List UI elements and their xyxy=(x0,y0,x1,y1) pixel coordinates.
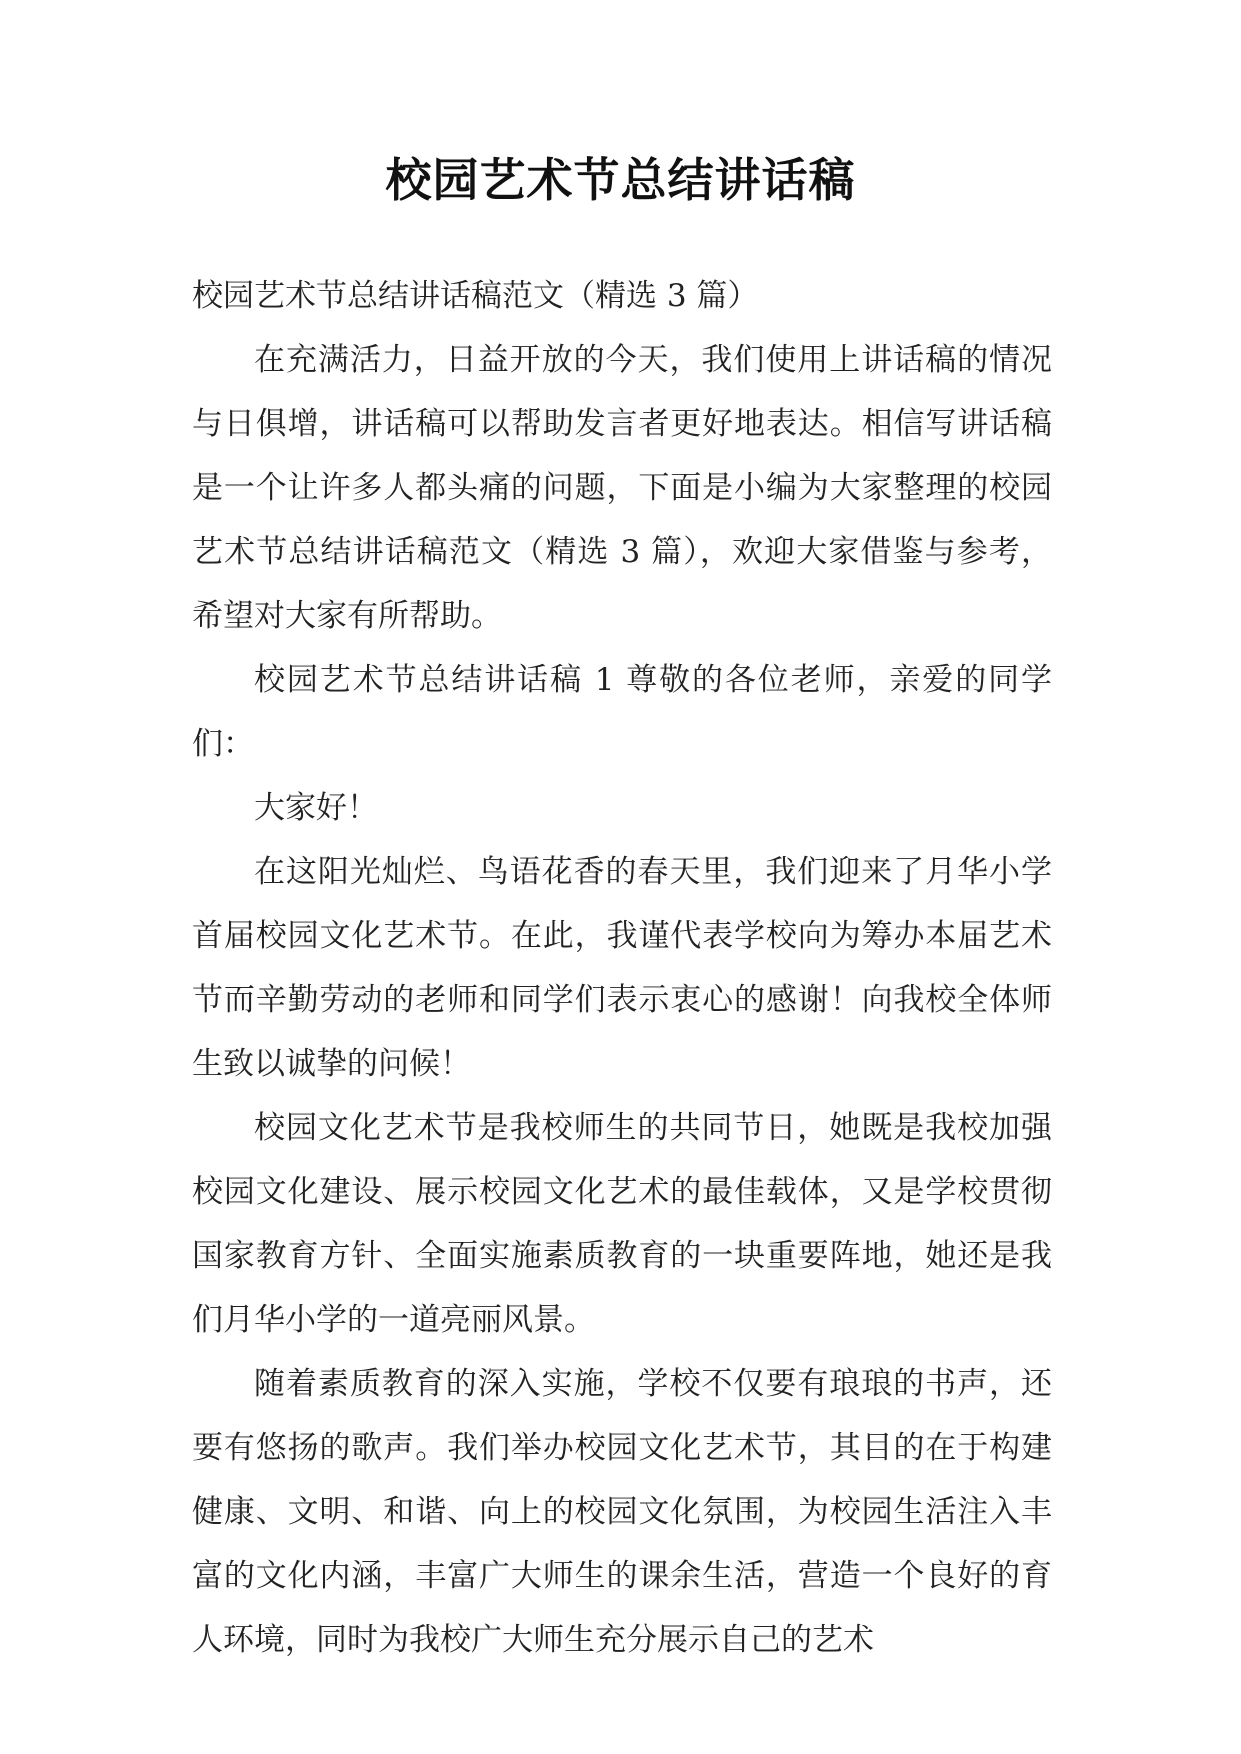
document-subtitle: 校园艺术节总结讲话稿范文（精选 3 篇） xyxy=(192,278,759,314)
paragraph-greeting: 大家好！ xyxy=(254,790,378,826)
paragraph-intro: 在充满活力，日益开放的今天，我们使用上讲话稿的情况与日俱增，讲话稿可以帮助发言者更好地表达。相信写讲话稿是一个让许多人都头痛的问题，下面是小编为大家整理的校园艺术节总结讲话稿范文（精选 3 篇），欢迎大家借鉴与参考，希望对大家有所帮助。 xyxy=(192,342,1052,634)
paragraph-salutation: 校园艺术节总结讲话稿 1 尊敬的各位老师，亲爱的同学们： xyxy=(192,662,1052,762)
paragraph-festival-meaning: 校园文化艺术节是我校师生的共同节日，她既是我校加强校园文化建设、展示校园文化艺术的最佳载体，又是学校贯彻国家教育方针、全面实施素质教育的一块重要阵地，她还是我们月华小学的一道亮丽风景。 xyxy=(192,1110,1052,1338)
paragraph-opening: 在这阳光灿烂、鸟语花香的春天里，我们迎来了月华小学首届校园文化艺术节。在此，我谨代表学校向为筹办本届艺术节而辛勤劳动的老师和同学们表示衷心的感谢！向我校全体师生致以诚挚的问候！ xyxy=(192,854,1052,1082)
paragraph-festival-purpose: 随着素质教育的深入实施，学校不仅要有琅琅的书声，还要有悠扬的歌声。我们举办校园文化艺术节，其目的在于构建健康、文明、和谐、向上的校园文化氛围，为校园生活注入丰富的文化内涵，丰富广大师生的课余生活，营造一个良好的育人环境，同时为我校广大师生充分展示自己的艺术 xyxy=(192,1366,1052,1658)
document-title: 校园艺术节总结讲话稿 xyxy=(385,153,856,207)
document-body xyxy=(192,264,1052,1672)
